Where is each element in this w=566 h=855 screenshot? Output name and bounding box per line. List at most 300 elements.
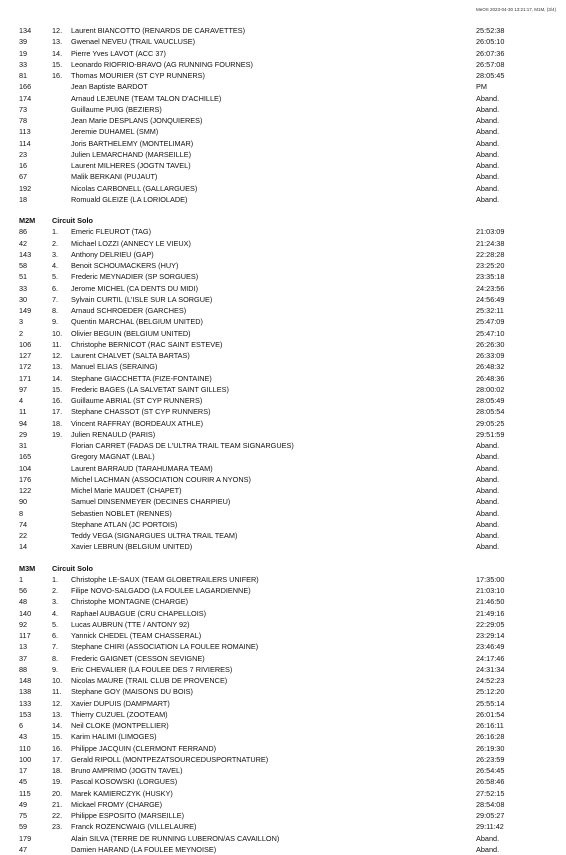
finish-time: 29:51:59 [476, 429, 505, 439]
finish-time: 21:24:38 [476, 238, 505, 248]
result-row [0, 350, 566, 361]
runner-name: Sebastien NOBLET (RENNES) [71, 508, 172, 518]
bib-number: 75 [19, 811, 28, 820]
result-row [0, 183, 566, 194]
runner-name: Julien RENAULD (PARIS) [71, 429, 156, 439]
runner-name: Nicolas CARBONELL (GALLARGUES) [71, 183, 198, 193]
runner-name: Mickael FROMY (CHARGE) [71, 799, 163, 809]
finish-time: 26:16:11 [476, 721, 504, 730]
result-row [0, 519, 566, 530]
placing: 22. [52, 811, 63, 820]
finish-time: Aband. [476, 183, 500, 193]
result-row [0, 283, 566, 294]
bib-number: 97 [19, 384, 28, 394]
result-row [0, 226, 566, 237]
runner-name: Pascal KOSOWSKI (LORGUES) [71, 777, 178, 787]
runner-name: Guillaume PUIG (BEZIERS) [71, 104, 162, 114]
runner-name: Stephane CHASSOT (ST CYP RUNNERS) [71, 407, 211, 417]
runner-name: Xavier LEBRUN (BELGIUM UNITED) [71, 542, 193, 552]
finish-time: 26:57:08 [476, 59, 505, 69]
runner-name: Stephane ATLAN (JC PORTOIS) [71, 519, 178, 529]
result-row [0, 171, 566, 182]
bib-number: 174 [19, 93, 32, 103]
runner-name: Jeremie DUHAMEL (SMM) [71, 127, 159, 137]
placing: 4. [52, 261, 59, 270]
bib-number: 4 [19, 396, 24, 405]
runner-name: Eric CHEVALIER (LA FOULEE DES 7 RIVIERES) [71, 664, 233, 674]
result-row [0, 664, 566, 675]
runner-name: Christophe MONTAGNE (CHARGE) [71, 597, 189, 607]
runner-name: Anthony DELRIEU (GAP) [71, 249, 154, 259]
result-row [0, 149, 566, 160]
bib-number: 2 [19, 328, 24, 338]
result-row [0, 585, 566, 596]
finish-time: Aband. [476, 149, 500, 159]
result-row [0, 126, 566, 137]
result-row [0, 305, 566, 316]
runner-name: Xavier DUPUIS (DAMPMART) [71, 698, 170, 708]
bib-number: 115 [19, 788, 31, 798]
placing: 4. [52, 608, 59, 618]
finish-time: Aband. [476, 497, 500, 507]
section-gap [0, 205, 566, 215]
finish-time: Aband. [476, 508, 500, 518]
finish-time: 25:52:38 [476, 26, 505, 35]
runner-name: Teddy VEGA (SIGNARGUES ULTRA TRAIL TEAM) [71, 531, 238, 540]
category-label: M2M [19, 216, 36, 225]
bib-number: 16 [19, 161, 28, 170]
result-row [0, 698, 566, 709]
runner-name: Romuald GLEIZE (LA LORIOLADE) [71, 194, 188, 204]
placing: 14. [52, 721, 63, 730]
placing: 7. [52, 294, 59, 304]
runner-name: Frederic GAIGNET (CESSON SEVIGNE) [71, 653, 205, 663]
bib-number: 172 [19, 362, 32, 372]
bib-number: 11 [19, 407, 27, 417]
result-row [0, 81, 566, 92]
result-row [0, 361, 566, 372]
runner-name: Christophe BERNICOT (RAC SAINT ESTEVE) [71, 339, 223, 349]
runner-name: Frederic BAGES (LA SALVETAT SAINT GILLES) [71, 384, 229, 394]
result-row [0, 249, 566, 260]
runner-name: Franck ROZENCWAIG (VILLELAURE) [71, 822, 197, 832]
placing: 12. [52, 698, 63, 708]
runner-name: Bruno AMPRIMO (JOGTN TAVEL) [71, 766, 183, 775]
runner-name: Jean Baptiste BARDOT [71, 82, 148, 92]
placing: 6. [52, 283, 59, 293]
finish-time: 28:00:02 [476, 384, 505, 394]
runner-name: Thomas MOURIER (ST CYP RUNNERS) [71, 71, 205, 80]
bib-number: 171 [19, 373, 32, 383]
bib-number: 22 [19, 531, 28, 540]
bib-number: 56 [19, 586, 28, 595]
finish-time: Aband. [476, 844, 500, 854]
finish-time: Aband. [476, 104, 500, 114]
bib-number: 33 [19, 283, 28, 293]
bib-number: 39 [19, 37, 28, 47]
section-header [0, 215, 566, 226]
finish-time: 26:48:32 [476, 362, 505, 372]
finish-time: 23:25:20 [476, 261, 505, 270]
placing: 2. [52, 238, 59, 248]
bib-number: 113 [19, 127, 31, 137]
result-row [0, 574, 566, 585]
bib-number: 122 [19, 486, 32, 495]
runner-name: Benoit SCHOUMACKERS (HUY) [71, 261, 179, 270]
bib-number: 37 [19, 653, 28, 663]
bib-number: 192 [19, 183, 32, 193]
runner-name: Marek KAMIERCZYK (HUSKY) [71, 788, 173, 798]
result-row [0, 104, 566, 115]
placing: 3. [52, 597, 59, 607]
runner-name: Philippe JACQUIN (CLERMONT FERRAND) [71, 743, 217, 753]
result-row [0, 743, 566, 754]
finish-time: 24:31:34 [476, 664, 505, 674]
bib-number: 13 [19, 642, 28, 652]
result-row [0, 754, 566, 765]
placing: 17. [52, 407, 63, 417]
placing: 9. [52, 664, 59, 674]
bib-number: 74 [19, 519, 28, 529]
runner-name: Malik BERKANI (PUJAUT) [71, 172, 158, 182]
finish-time: 28:05:49 [476, 396, 505, 405]
placing: 11. [52, 339, 62, 349]
bib-number: 42 [19, 238, 28, 248]
placing: 19. [52, 429, 63, 439]
result-row [0, 294, 566, 305]
placing: 5. [52, 272, 59, 282]
result-row [0, 115, 566, 126]
finish-time: 24:56:49 [476, 294, 505, 304]
result-row [0, 686, 566, 697]
finish-time: 24:17:46 [476, 653, 505, 663]
finish-time: Aband. [476, 116, 500, 125]
finish-time: Aband. [476, 452, 500, 462]
finish-time: Aband. [476, 138, 500, 148]
finish-time: Aband. [476, 161, 500, 170]
runner-name: Gregory MAGNAT (LBAL) [71, 452, 155, 462]
bib-number: 47 [19, 844, 28, 854]
result-row [0, 48, 566, 59]
result-row [0, 788, 566, 799]
result-row [0, 619, 566, 630]
runner-name: Gwenael NEVEU (TRAIL VAUCLUSE) [71, 37, 196, 47]
bib-number: 49 [19, 799, 28, 809]
result-row [0, 238, 566, 249]
bib-number: 86 [19, 227, 28, 237]
runner-name: Michael LOZZI (ANNECY LE VIEUX) [71, 238, 191, 248]
bib-number: 165 [19, 452, 32, 462]
placing: 11. [52, 687, 62, 697]
finish-time: 26:48:36 [476, 373, 505, 383]
runner-name: Julien LEMARCHAND (MARSEILLE) [71, 149, 192, 159]
bib-number: 19 [19, 48, 28, 58]
placing: 16. [52, 71, 63, 80]
finish-time: Aband. [476, 519, 500, 529]
result-row [0, 641, 566, 652]
result-row [0, 316, 566, 327]
result-row [0, 596, 566, 607]
result-row [0, 25, 566, 36]
runner-name: Florian CARRET (FADAS DE L'ULTRA TRAIL TEAM SIGNARGUES) [71, 441, 294, 450]
runner-name: Neil CLOKE (MONTPELLIER) [71, 721, 169, 730]
runner-name: Christophe LE-SAUX (TEAM GLOBETRAILERS UNIFER) [71, 574, 259, 584]
finish-time: 22:28:28 [476, 249, 505, 259]
finish-time: 29:05:25 [476, 418, 505, 428]
result-row [0, 844, 566, 855]
bib-number: 138 [19, 687, 32, 697]
placing: 13. [52, 362, 63, 372]
bib-number: 88 [19, 664, 28, 674]
placing: 1. [52, 227, 59, 237]
result-row [0, 194, 566, 205]
finish-time: 28:54:08 [476, 799, 505, 809]
finish-time: 24:52:23 [476, 676, 505, 685]
finish-time: Aband. [476, 441, 500, 450]
bib-number: 29 [19, 429, 28, 439]
finish-time: 26:58:46 [476, 777, 505, 787]
finish-time: 28:05:45 [476, 71, 505, 80]
result-row [0, 395, 566, 406]
result-row [0, 440, 566, 451]
print-header: MeOS 2023-04-30 13:21:17, M1M, (3/4) [475, 7, 556, 12]
result-row [0, 418, 566, 429]
runner-name: Samuel DINSENMEYER (DECINES CHARPIEU) [71, 497, 231, 507]
result-row [0, 463, 566, 474]
category-label: M3M [19, 563, 36, 573]
placing: 5. [52, 619, 59, 629]
runner-name: Arnaud SCHROEDER (GARCHES) [71, 306, 187, 315]
bib-number: 90 [19, 497, 28, 507]
bib-number: 114 [19, 138, 31, 148]
finish-time: 26:07:36 [476, 48, 505, 58]
runner-name: Filipe NOVO-SALGADO (LA FOULEE LAGARDIENNE) [71, 586, 251, 595]
result-row [0, 429, 566, 440]
finish-time: 25:47:10 [476, 328, 505, 338]
finish-time: 21:49:16 [476, 608, 505, 618]
placing: 8. [52, 306, 59, 315]
placing: 19. [52, 777, 63, 787]
finish-time: 26:05:10 [476, 37, 505, 47]
result-row [0, 776, 566, 787]
section-gap [0, 553, 566, 563]
result-row [0, 833, 566, 844]
finish-time: 25:12:20 [476, 687, 505, 697]
placing: 23. [52, 822, 63, 832]
placing: 1. [52, 574, 59, 584]
result-row [0, 731, 566, 742]
runner-name: Damien HARAND (LA FOULEE MEYNOISE) [71, 844, 217, 854]
runner-name: Sylvain CURTIL (L'ISLE SUR LA SORGUE) [71, 294, 213, 304]
result-row [0, 608, 566, 619]
placing: 12. [52, 351, 63, 360]
bib-number: 73 [19, 104, 28, 114]
result-row [0, 138, 566, 149]
result-row [0, 508, 566, 519]
placing: 18. [52, 418, 63, 428]
runner-name: Arnaud LEJEUNE (TEAM TALON D'ACHILLE) [71, 93, 222, 103]
section-header [0, 563, 566, 574]
bib-number: 33 [19, 59, 28, 69]
bib-number: 8 [19, 508, 24, 518]
runner-name: Quentin MARCHAL (BELGIUM UNITED) [71, 317, 203, 327]
result-row [0, 653, 566, 664]
result-row [0, 485, 566, 496]
placing: 17. [52, 754, 63, 764]
bib-number: 127 [19, 351, 32, 360]
bib-number: 23 [19, 149, 28, 159]
runner-name: Olivier BEGUIN (BELGIUM UNITED) [71, 328, 191, 338]
bib-number: 59 [19, 822, 28, 832]
finish-time: 26:23:59 [476, 754, 505, 764]
result-row [0, 630, 566, 641]
bib-number: 6 [19, 721, 24, 730]
finish-time: Aband. [476, 93, 500, 103]
placing: 9. [52, 317, 59, 327]
result-row [0, 810, 566, 821]
runner-name: Pierre Yves LAVOT (ACC 37) [71, 48, 166, 58]
bib-number: 106 [19, 339, 32, 349]
bib-number: 1 [19, 574, 24, 584]
finish-time: 26:54:45 [476, 766, 505, 775]
bib-number: 133 [19, 698, 32, 708]
placing: 15. [52, 384, 63, 394]
finish-time: 26:16:28 [476, 732, 505, 742]
runner-name: Yannick CHEDEL (TEAM CHASSERAL) [71, 631, 202, 640]
runner-name: Laurent BARRAUD (TARAHUMARA TEAM) [71, 463, 213, 473]
finish-time: 23:35:18 [476, 272, 505, 282]
runner-name: Guillaume ABRIAL (ST CYP RUNNERS) [71, 396, 203, 405]
runner-name: Nicolas MAURE (TRAIL CLUB DE PROVENCE) [71, 676, 228, 685]
result-row [0, 530, 566, 541]
bib-number: 140 [19, 608, 32, 618]
bib-number: 58 [19, 261, 28, 270]
result-row [0, 93, 566, 104]
runner-name: Emeric FLEUROT (TAG) [71, 227, 151, 237]
bib-number: 31 [19, 441, 28, 450]
placing: 6. [52, 631, 59, 640]
runner-name: Karim HALIMI (LIMOGES) [71, 732, 157, 742]
bib-number: 166 [19, 82, 32, 92]
result-row [0, 709, 566, 720]
result-row [0, 406, 566, 417]
result-row [0, 720, 566, 731]
finish-time: 24:23:56 [476, 283, 505, 293]
finish-time: Aband. [476, 172, 500, 182]
runner-name: Raphael AUBAGUE (CRU CHAPELLOIS) [71, 608, 207, 618]
finish-time: 21:46:50 [476, 597, 505, 607]
finish-time: PM [476, 82, 487, 92]
bib-number: 45 [19, 777, 28, 787]
finish-time: 25:55:14 [476, 698, 505, 708]
bib-number: 30 [19, 294, 28, 304]
result-row [0, 328, 566, 339]
bib-number: 117 [19, 631, 31, 640]
bib-number: 78 [19, 116, 28, 125]
result-row [0, 821, 566, 832]
finish-time: 21:03:09 [476, 227, 505, 237]
result-row [0, 799, 566, 810]
result-row [0, 451, 566, 462]
finish-time: 29:11:42 [476, 822, 504, 832]
finish-time: Aband. [476, 486, 500, 495]
finish-time: 22:29:05 [476, 619, 505, 629]
runner-name: Laurent MILHERES (JOGTN TAVEL) [71, 161, 191, 170]
runner-name: Jerome MICHEL (CA DENTS DU MIDI) [71, 283, 199, 293]
bib-number: 17 [19, 766, 28, 775]
finish-time: Aband. [476, 833, 500, 843]
finish-time: Aband. [476, 474, 500, 484]
result-row [0, 271, 566, 282]
bib-number: 18 [19, 194, 28, 204]
runner-name: Laurent BIANCOTTO (RENARDS DE CARAVETTES) [71, 26, 246, 35]
result-row [0, 765, 566, 776]
results-list [0, 25, 566, 855]
result-row [0, 70, 566, 81]
result-row [0, 36, 566, 47]
finish-time: Aband. [476, 194, 500, 204]
bib-number: 92 [19, 619, 28, 629]
finish-time: 25:32:11 [476, 306, 504, 315]
finish-time: 27:52:15 [476, 788, 505, 798]
bib-number: 149 [19, 306, 32, 315]
finish-time: 26:33:09 [476, 351, 505, 360]
result-row [0, 474, 566, 485]
bib-number: 94 [19, 418, 28, 428]
placing: 14. [52, 373, 63, 383]
result-row [0, 496, 566, 507]
finish-time: 23:46:49 [476, 642, 505, 652]
result-row [0, 384, 566, 395]
bib-number: 104 [19, 463, 32, 473]
runner-name: Stephane GIACCHETTA (FIZE-FONTAINE) [71, 373, 212, 383]
runner-name: Laurent CHALVET (SALTA BARTAS) [71, 351, 190, 360]
finish-time: 28:05:54 [476, 407, 505, 417]
runner-name: Joris BARTHELEMY (MONTELIMAR) [71, 138, 194, 148]
placing: 10. [52, 676, 63, 685]
bib-number: 134 [19, 26, 32, 35]
finish-time: Aband. [476, 531, 500, 540]
bib-number: 51 [19, 272, 28, 282]
finish-time: 23:29:14 [476, 631, 505, 640]
placing: 15. [52, 732, 63, 742]
bib-number: 153 [19, 709, 32, 719]
finish-time: 21:03:10 [476, 586, 505, 595]
placing: 12. [52, 26, 63, 35]
result-row [0, 59, 566, 70]
runner-name: Gerald RIPOLL (MONTPEZATSOURCEDUSPORTNATURE) [71, 754, 269, 764]
finish-time: Aband. [476, 542, 500, 552]
runner-name: Manuel ELIAS (SERAING) [71, 362, 158, 372]
course-label: Circuit Solo [52, 216, 93, 225]
result-row [0, 339, 566, 350]
runner-name: Michel LACHMAN (ASSOCIATION COURIR A NYONS) [71, 474, 251, 484]
bib-number: 81 [19, 71, 28, 80]
result-row [0, 675, 566, 686]
bib-number: 48 [19, 597, 28, 607]
placing: 7. [52, 642, 59, 652]
runner-name: Philippe ESPOSITO (MARSEILLE) [71, 811, 185, 820]
placing: 18. [52, 766, 63, 775]
finish-time: 26:26:30 [476, 339, 505, 349]
finish-time: Aband. [476, 463, 500, 473]
placing: 16. [52, 396, 63, 405]
bib-number: 148 [19, 676, 32, 685]
bib-number: 14 [19, 542, 28, 552]
result-row [0, 541, 566, 552]
finish-time: 25:47:09 [476, 317, 505, 327]
runner-name: Stephane GOY (MAISONS DU BOIS) [71, 687, 193, 697]
